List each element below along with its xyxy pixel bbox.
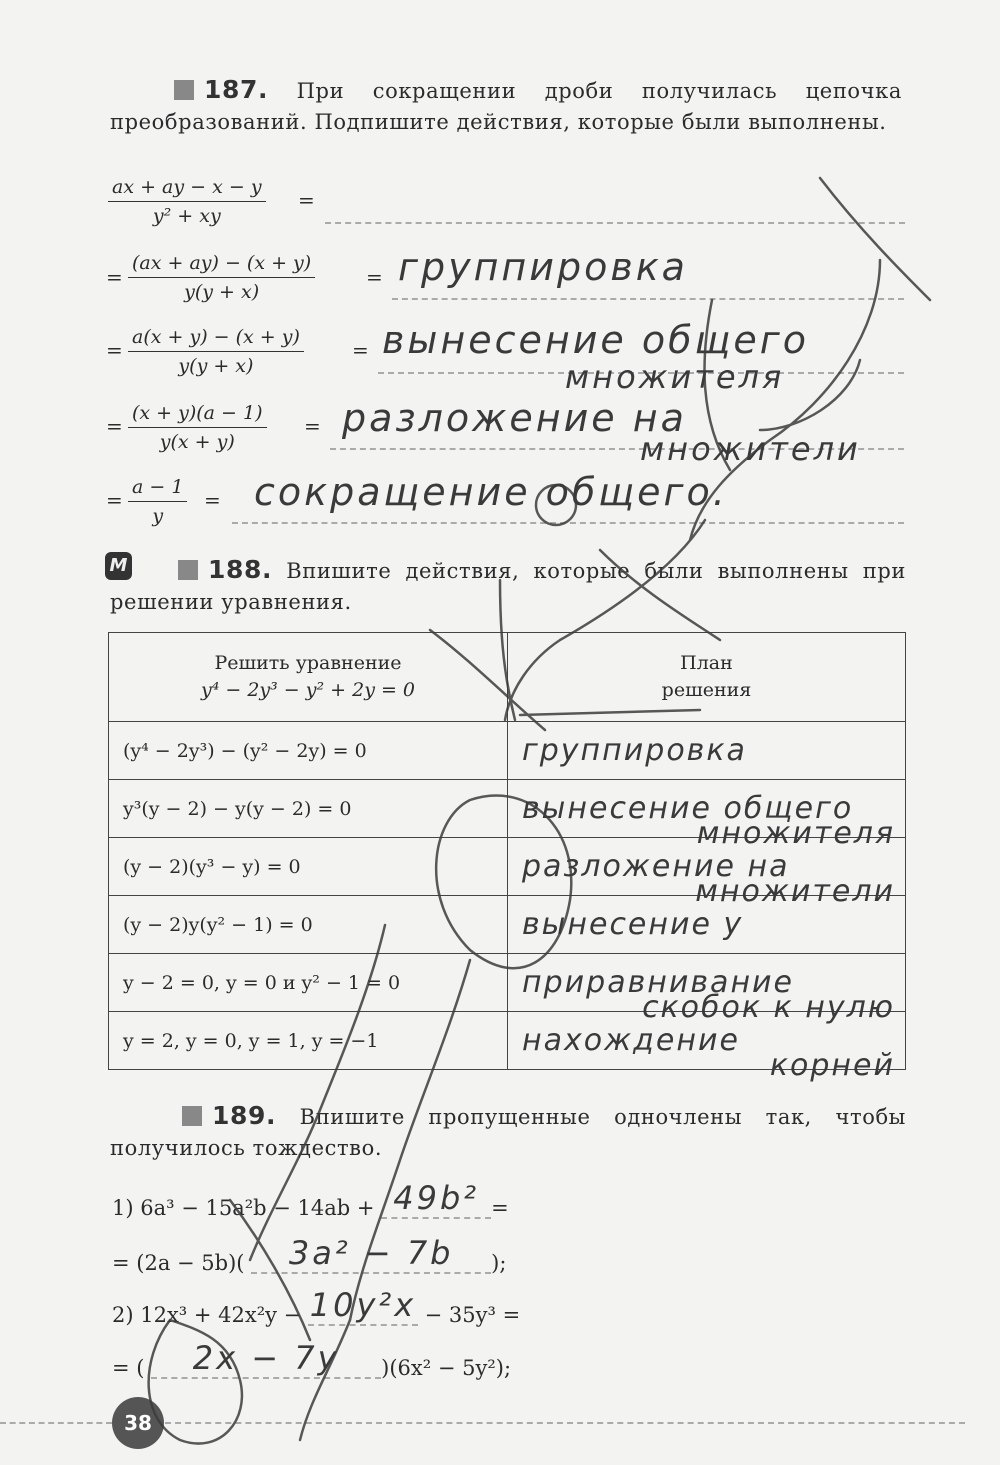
handwritten-answer-187-2b: множителя bbox=[565, 358, 785, 396]
plan-cell bbox=[508, 954, 906, 1025]
problem-187-number: 187. bbox=[204, 75, 269, 104]
problem-187-text bbox=[110, 74, 902, 138]
handwritten-plan: вынесение y bbox=[522, 907, 744, 942]
answer-line bbox=[392, 298, 904, 300]
fraction-numerator: (ax + ay) − (x + y) bbox=[128, 252, 315, 278]
handwritten-plan-2: скобок к нулю bbox=[642, 990, 895, 1025]
equation-cell: (y − 2)(y³ − y) = 0 bbox=[109, 838, 508, 896]
table-row bbox=[109, 896, 906, 954]
handwritten-plan: группировка bbox=[522, 733, 747, 768]
header-right-label-1: План bbox=[680, 652, 733, 674]
handwritten-answer-187-4: сокращение общего. bbox=[254, 470, 728, 514]
identity-1-right: = bbox=[491, 1196, 509, 1220]
header-left-label: Решить уравнение bbox=[214, 652, 402, 674]
equals-sign: = bbox=[106, 265, 123, 289]
identity-line-4 bbox=[112, 1339, 512, 1385]
handwritten-plan-2: множителя bbox=[696, 816, 895, 851]
fraction-denominator: y bbox=[152, 505, 164, 527]
identity-3-left: 2) 12x³ + 42x²y − bbox=[112, 1303, 302, 1327]
method-badge-icon: М bbox=[105, 552, 132, 580]
fraction-numerator: a(x + y) − (x + y) bbox=[128, 326, 304, 352]
identity-4-right: )(6x² − 5y²); bbox=[381, 1356, 512, 1380]
problem-189-statement: Впишите пропущенные одночлены так, чтобы получилось тождество. bbox=[110, 1105, 906, 1160]
table-row bbox=[109, 838, 906, 896]
fraction-step-3 bbox=[128, 402, 267, 453]
equals-sign: = bbox=[298, 188, 315, 212]
equals-sign: = bbox=[106, 338, 123, 362]
footer-dashed-line bbox=[165, 1422, 965, 1424]
plan-cell bbox=[508, 722, 906, 780]
header-right-label-2: решения bbox=[661, 679, 752, 701]
table-row bbox=[109, 780, 906, 838]
fraction-numerator: ax + ay − x − y bbox=[108, 176, 266, 202]
header-equation bbox=[109, 633, 508, 722]
handwritten-answer-187-3: разложение на bbox=[342, 396, 687, 440]
identity-3-right: − 35y³ = bbox=[424, 1303, 521, 1327]
pencil-stroke bbox=[820, 178, 930, 300]
table-header-row bbox=[109, 633, 906, 722]
table-row bbox=[109, 954, 906, 1012]
solution-plan-table bbox=[108, 632, 906, 1083]
footer-dashed-line bbox=[0, 1422, 112, 1424]
plan-cell bbox=[508, 838, 906, 909]
handwritten-plan: нахождение bbox=[522, 1023, 740, 1058]
fraction-step-4 bbox=[128, 476, 187, 527]
equals-sign: = bbox=[366, 265, 383, 289]
equals-sign: = bbox=[204, 488, 221, 512]
problem-189-text bbox=[110, 1100, 906, 1164]
equation-cell: y = 2, y = 0, y = 1, y = −1 bbox=[109, 1012, 508, 1070]
handwritten-answer-187-2: вынесение общего bbox=[382, 318, 809, 362]
square-bullet-icon bbox=[178, 560, 198, 580]
square-bullet-icon bbox=[174, 80, 194, 100]
identity-2-left: = (2a − 5b)( bbox=[112, 1251, 245, 1275]
fraction-step-2 bbox=[128, 326, 304, 377]
handwritten-answer-187-1: группировка bbox=[398, 245, 688, 289]
handwritten-plan-2: множители bbox=[695, 874, 895, 909]
problem-188-text bbox=[110, 554, 906, 618]
table-row bbox=[109, 722, 906, 780]
handwritten-plan: приравнивание bbox=[522, 965, 795, 1000]
page-number-badge: 38 bbox=[112, 1397, 164, 1449]
equals-sign: = bbox=[304, 414, 321, 438]
equals-sign: = bbox=[352, 338, 369, 362]
handwritten-plan: разложение на bbox=[522, 849, 790, 884]
equation-cell: y³(y − 2) − y(y − 2) = 0 bbox=[109, 780, 508, 838]
problem-187-statement: При сокращении дроби получилась цепочка преобразований. Подпишите действия, которые были выполнены. bbox=[110, 79, 902, 134]
problem-188-number: 188. bbox=[208, 555, 273, 584]
equation-cell: (y⁴ − 2y³) − (y² − 2y) = 0 bbox=[109, 722, 508, 780]
fraction-denominator: y² + xy bbox=[152, 205, 221, 227]
answer-line bbox=[232, 522, 904, 524]
equation-cell: (y − 2)y(y² − 1) = 0 bbox=[109, 896, 508, 954]
problem-189-number: 189. bbox=[212, 1101, 277, 1130]
handwritten-monomial-2: 3a² − 7b bbox=[251, 1234, 491, 1274]
square-bullet-icon bbox=[182, 1106, 202, 1126]
equals-sign: = bbox=[106, 414, 123, 438]
identity-line-2 bbox=[112, 1234, 507, 1280]
plan-cell bbox=[508, 780, 906, 851]
fraction-step-1 bbox=[128, 252, 315, 303]
handwritten-plan: вынесение общего bbox=[522, 791, 854, 826]
fraction-numerator: a − 1 bbox=[128, 476, 187, 502]
equation-cell: y − 2 = 0, y = 0 и y² − 1 = 0 bbox=[109, 954, 508, 1012]
answer-line bbox=[325, 222, 905, 224]
header-equation-formula: y⁴ − 2y³ − y² + 2y = 0 bbox=[200, 679, 416, 701]
fraction-denominator: y(x + y) bbox=[159, 431, 235, 453]
fraction-denominator: y(y + x) bbox=[184, 281, 260, 303]
handwritten-plan-2: корней bbox=[769, 1048, 895, 1083]
table-row bbox=[109, 1012, 906, 1070]
identity-1-left: 1) 6a³ − 15a²b − 14ab + bbox=[112, 1196, 375, 1220]
problem-188-statement: Впишите действия, которые были выполнены при решении уравнения. bbox=[110, 559, 906, 614]
fraction-denominator: y(y + x) bbox=[178, 355, 254, 377]
plan-cell bbox=[508, 1012, 906, 1083]
fraction-numerator: (x + y)(a − 1) bbox=[128, 402, 267, 428]
equals-sign: = bbox=[106, 488, 123, 512]
plan-cell bbox=[508, 896, 906, 954]
fraction-step-0 bbox=[108, 176, 266, 227]
handwritten-monomial-3: 10y²x bbox=[309, 1286, 417, 1324]
identity-4-left: = ( bbox=[112, 1356, 145, 1380]
identity-line-1 bbox=[112, 1179, 509, 1225]
handwritten-monomial-1: 49b² bbox=[381, 1179, 491, 1219]
identity-line-3 bbox=[112, 1286, 521, 1332]
handwritten-monomial-4: 2x − 7y bbox=[151, 1339, 381, 1379]
handwritten-answer-187-3b: множители bbox=[640, 430, 861, 468]
header-plan bbox=[508, 633, 906, 722]
identity-2-right: ); bbox=[491, 1251, 507, 1275]
